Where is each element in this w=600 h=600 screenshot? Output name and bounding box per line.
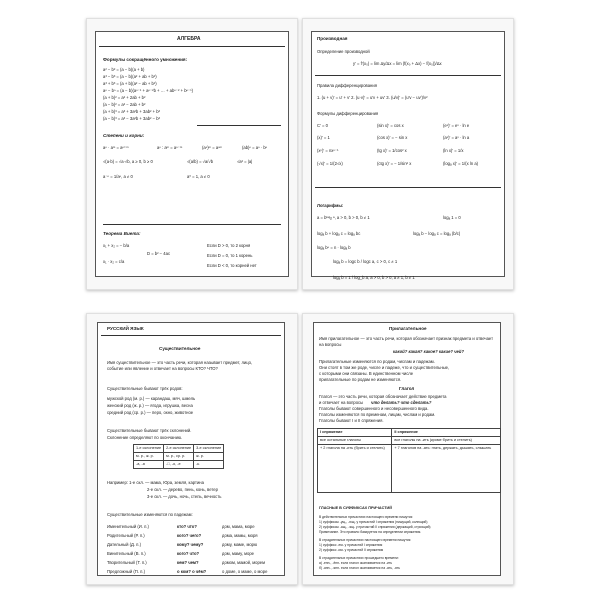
case-name: Дательный (Д. п.) (107, 542, 141, 547)
table-cell: 2-е склонение (164, 445, 194, 453)
footnote-line: б) -анн-, -янн- если глагол оканчивается на -ать, -ять (319, 566, 400, 570)
conjugation-table (317, 428, 501, 493)
calc-heading: Формулы дифференцирования (317, 111, 379, 116)
formula: aⁿ · aᵐ = aⁿ⁺ᵐ (103, 145, 129, 150)
formula: logₐ b = 1 / log_b a, a > 0, b > 0, a ≠ 1, b ≠ 1 (333, 275, 415, 280)
case-question: о ком? о чём? (177, 569, 207, 574)
footnote-line: 2) суффиксы -ащ-, -ящ- у причастий II спряжения (держащий, строящий) (319, 525, 431, 529)
formula: (√x)′ = 1/(2√x) (317, 161, 343, 166)
table-cell: м. р., ср. р. (164, 453, 194, 461)
footnote-line: Примечание. Это правило базируется на определении спряжения. (319, 530, 422, 534)
formula: aⁿ − bⁿ = (a − b)(aⁿ⁻¹ + aⁿ⁻²b + … + abⁿ⁻² + bⁿ⁻¹) (103, 88, 194, 93)
list-item: средний род (ср. р.) — перо, окно, животное (107, 410, 194, 415)
formula: a³ + b³ = (a + b)(a² − ab + b²) (103, 81, 157, 86)
formula: a³ − b³ = (a − b)(a² + ab + b²) (103, 74, 157, 79)
formula: √(a/b) = √a/√b (187, 159, 214, 164)
formula: (ctg x)′ = − 1/sin² x (377, 161, 412, 166)
footnote-line: В страдательных причастиях прошедшего времени: (319, 556, 399, 560)
formula: a = bˡᵒᵍᵦ ᵃ, a > 0, b > 0, b ≠ 1 (317, 215, 370, 220)
formula: (a − b)² = a² − 2ab + b² (103, 102, 146, 107)
paragraph: Имя прилагательное — это часть речи, которая обозначает признак предмета и отвечает на вопросы (319, 336, 494, 347)
table-cell: I спряжение (318, 429, 392, 437)
participle-title: ГЛАСНЫЕ В СУФФИКСАХ ПРИЧАСТИЙ (319, 506, 392, 510)
formula: (x)′ = 1 (317, 135, 330, 140)
footnote-line: а) -енн-, -ённ- если глагол оканчивается на -ить (319, 561, 393, 565)
footnote-line: 1) суффиксы -ущ-, -ющ- у причастий I спряжения (пишущий, колющий) (319, 520, 428, 524)
case-name: Родительный (Р. п.) (107, 533, 145, 538)
formula: (ln x)′ = 1/x (443, 148, 464, 153)
formula: (tg x)′ = 1/cos² x (377, 148, 407, 153)
formula: logₐ bⁿ = n · logₐ b (317, 245, 351, 250)
example-line: 3-е скл. — дочь, ночь, степь, вечность (147, 494, 222, 499)
calculus-page (302, 18, 514, 290)
case-question: кому? чему? (177, 542, 204, 547)
table-cell: 3-е склонение (194, 445, 224, 453)
table-cell: + 2 глагола на -ить (брить и стелить) (318, 445, 392, 493)
formula: (ab)ⁿ = aⁿ · bⁿ (242, 145, 268, 150)
paragraph-line: и отвечает на вопросы (319, 400, 364, 405)
footnote-line: В страдательных причастиях настоящего времени пишутся: (319, 538, 412, 542)
paragraph: Склонение определяют по окончанию. (107, 435, 183, 440)
case-question: кого? что? (177, 551, 200, 556)
calc-heading: Правила дифференцирования (317, 83, 377, 88)
formula: logₐ b − logₐ c = logₐ (b/c) (413, 231, 461, 236)
formula: (logₐ x)′ = 1/(x ln a) (443, 161, 479, 166)
paragraph-line: Глаголы бывают совершенного и несовершенного вида. (319, 406, 429, 411)
formula: (cos x)′ = − sin x (377, 135, 408, 140)
case-name: Предложный (П. п.) (107, 569, 145, 574)
formula: D = b² − 4ac (147, 251, 171, 256)
case-example: о доме, о маме, о море (222, 569, 268, 574)
formula: aⁿ : aᵐ = aⁿ⁻ᵐ (157, 145, 183, 150)
table-cell: 1-е склонение (134, 445, 164, 453)
paragraph-line: Они стоят в том же роде, числе и падеже, что и существительные, (319, 365, 450, 370)
case-name: Именительный (И. п.) (107, 524, 149, 529)
russian-subtitle: Существительное (159, 346, 201, 351)
declension-table (133, 444, 224, 469)
verb-title: Глагол (399, 386, 415, 391)
formula: (aⁿ)ᵐ = aⁿᵐ (202, 145, 223, 150)
paragraph-line: прилагательные по родам не изменяются. (319, 377, 402, 382)
case-name: Винительный (В. п.) (107, 551, 146, 556)
table-cell: II спряжение (392, 429, 501, 437)
case-example: дому, маме, морю (222, 542, 258, 547)
table-cell: -ь (194, 461, 224, 469)
calculus-title: Производная (317, 36, 348, 41)
table-cell: м. р., ж. р. (134, 453, 164, 461)
list-item: мужской род (м. р.) — карандаш, мяч, шмель (107, 396, 196, 401)
example-line: Например: 1-е скл. — мама, Юра, земля, картина (107, 480, 204, 485)
formula: x₁ + x₂ = − b/a (103, 243, 130, 248)
formula: (xⁿ)′ = nxⁿ⁻¹ (317, 148, 339, 153)
formula: a⁰ = 1, a ≠ 0 (187, 174, 210, 179)
formula: Если D = 0, то 1 корень (207, 253, 253, 258)
paragraph-heading: Существительные изменяются по падежам: (107, 512, 193, 517)
question-line: что делать? что сделать? (371, 400, 432, 405)
algebra-section-3: Теорема Виета: (103, 231, 141, 236)
example-line: 2-е скл. — дерево, пень, конь, ветер (147, 487, 218, 492)
paragraph-line: Прилагательные изменяются по родам, числам и падежам. (319, 359, 435, 364)
footnote-line: 1) суффикс -ем- у причастий I спряжения (319, 543, 383, 547)
calculus-frame (311, 31, 505, 277)
formula: (a + b)² = a² + 2ab + b² (103, 95, 146, 100)
case-name: Творительный (Т. п.) (107, 560, 147, 565)
case-question: кого? чего? (177, 533, 202, 538)
formula: (eˣ)′ = eˣ · ln e (443, 123, 470, 128)
case-example: домом, мамой, морем (222, 560, 266, 565)
table-cell: + 7 глаголов на -ать: гнать, держать, дышать, слышать (392, 445, 501, 493)
adjective-page (302, 313, 514, 585)
paragraph-heading: Существительные бывают трёх склонений. (107, 428, 192, 433)
formula: (a + b)³ = a³ + 3a²b + 3ab² + b³ (103, 109, 160, 114)
case-example: дома, мамы, моря (222, 533, 258, 538)
formula: (aˣ)′ = aˣ · ln a (443, 135, 470, 140)
calc-heading: Логарифмы: (317, 203, 344, 208)
formula: Если D < 0, то корней нет (207, 263, 257, 268)
paragraph-line: с которыми они связаны. В единственном числе (319, 371, 414, 376)
formula: logₐ b + logₐ c = logₐ bc (317, 231, 361, 236)
formula: √(a·b) = √a·√b, a ≥ 0, b ≥ 0 (103, 159, 153, 164)
algebra-title: АЛГЕБРА (177, 36, 201, 42)
footnote-line: В действительных причастиях настоящего времени пишутся: (319, 515, 414, 519)
formula: y′ = f′(x₀) = lim Δy/Δx = lim (f(x₀ + Δx) − f(x₀))/Δx (353, 61, 442, 66)
table-cell: все глаголы на -ить (кроме брить и стелить) (392, 437, 501, 445)
table-cell: все остальные глаголы (318, 437, 392, 445)
paragraph-line: Глаголы изменяются по временам, лицам, числам и родам. (319, 412, 436, 417)
russian-page (86, 313, 298, 585)
formula: (a − b)³ = a³ − 3a²b + 3ab² − b³ (103, 116, 160, 121)
case-example: дом, мама, море (222, 524, 255, 529)
footnote-line: 2) суффикс -им- у причастий II спряжения (319, 548, 384, 552)
algebra-section-1: Формулы сокращённого умножения: (103, 57, 188, 62)
formula: C′ = 0 (317, 123, 328, 128)
algebra-section-2: Степени и корни: (103, 133, 145, 138)
list-item: женский род (ж. р.) — ягода, игрушка, весна (107, 403, 193, 408)
formula: logₐ b = logc b / logc a, c > 0, c ≠ 1 (333, 259, 398, 264)
formula: Если D > 0, то 2 корня (207, 243, 251, 248)
algebra-page (86, 18, 298, 290)
formula: 1. (u + v)′ = u′ + v′ 2. (u·v)′ = u′v + uv′ 3. (u/v)′ = (u′v − uv′)/v² (317, 95, 428, 100)
table-cell: -а, -я (134, 461, 164, 469)
adjective-title: Прилагательное (389, 326, 427, 331)
formula: x₁ · x₂ = c/a (103, 259, 125, 264)
case-question: кто? что? (177, 524, 197, 529)
paragraph-line: Глаголы бывают I и II спряжения. (319, 418, 384, 423)
formula: a² − b² = (a − b)(a + b) (103, 67, 145, 72)
case-example: дом, маму, море (222, 551, 254, 556)
paragraph: Имя существительное — это часть речи, которая называет предмет, лицо, событие или явление и отвечает на вопросы КТО? ЧТО? (107, 360, 253, 371)
paragraph-heading: Существительные бывают трёх родов: (107, 386, 183, 391)
calc-heading: Определение производной (317, 49, 370, 54)
table-cell: -□, -о, -е (164, 461, 194, 469)
formula: a⁻ⁿ = 1/aⁿ, a ≠ 0 (103, 174, 133, 179)
formula: (sin x)′ = cos x (377, 123, 404, 128)
case-question: кем? чем? (177, 560, 199, 565)
russian-title: РУССКИЙ ЯЗЫК (107, 326, 144, 331)
table-cell: ж. р. (194, 453, 224, 461)
question-line: какой? какая? какое? какие? чей? (393, 349, 465, 354)
formula: √a² = |a| (237, 159, 253, 164)
paragraph-line: Глагол — это часть речи, которая обозначает действие предмета (319, 394, 447, 399)
formula: logₐ 1 = 0 (443, 215, 461, 220)
